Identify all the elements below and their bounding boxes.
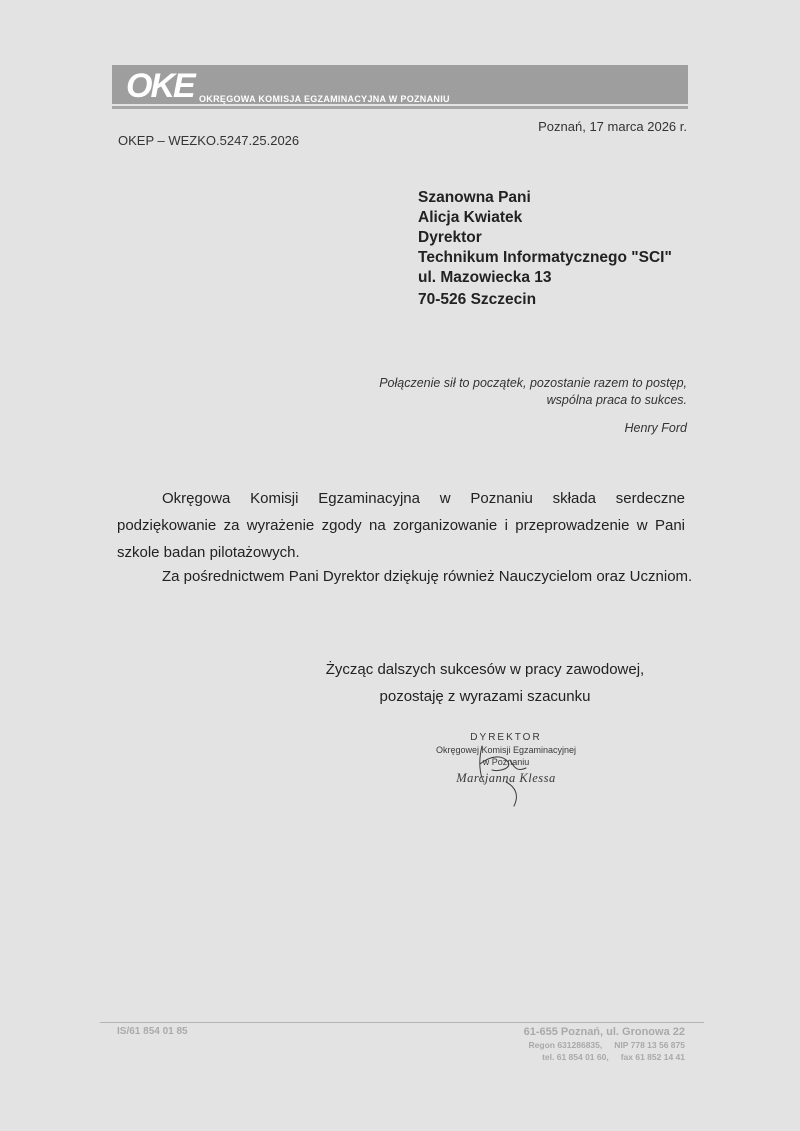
closing-line: pozostaję z wyrazami szacunku <box>379 688 591 705</box>
footer-address: 61-655 Poznań, ul. Gronowa 22 <box>523 1026 685 1038</box>
reference-number: OKEP – WEZKO.5247.25.2026 <box>118 133 300 148</box>
closing-line: Życząc dalszych sukcesów w pracy zawodowej, <box>325 661 645 678</box>
recipient-school: Technikum Informatycznego "SCI" <box>418 249 672 266</box>
footer-tel: tel. 61 854 01 60, <box>542 1052 609 1062</box>
footer-registry <box>524 1039 685 1051</box>
footer-code: IS/61 854 01 85 <box>117 1026 188 1037</box>
recipient-city: 70-526 Szczecin <box>418 291 537 308</box>
footer-rule <box>100 1022 704 1023</box>
recipient-name: Alicja Kwiatek <box>418 209 523 226</box>
letter-date: Poznań, 17 marca 2026 r. <box>538 119 687 134</box>
footer-regon: Regon 631286835, <box>528 1040 603 1050</box>
footer-phones <box>524 1051 685 1063</box>
header-rule <box>112 106 688 109</box>
stamp-org: w Poznaniu <box>482 757 530 767</box>
institution-name: OKRĘGOWA KOMISJA EGZAMINACYJNA W POZNANIU <box>199 94 450 104</box>
footer-nip: NIP 778 13 56 875 <box>614 1040 685 1050</box>
body-paragraph: Za pośrednictwem Pani Dyrektor dziękuję również Nauczycielom oraz Uczniom. <box>162 568 693 585</box>
recipient-address <box>418 188 672 310</box>
recipient-salutation: Szanowna Pani <box>418 189 531 206</box>
quote-line: Połączenie sił to początek, pozostanie razem to postęp, <box>379 376 687 390</box>
handwritten-signature <box>470 742 540 808</box>
epigraph-quote <box>379 375 687 409</box>
footer-contact <box>524 1025 685 1063</box>
stamp-signer: Marcjanna Klessa <box>456 771 556 785</box>
stamp-org: Okręgowej Komisji Egzaminacyjnej <box>435 745 577 755</box>
stamp-title: DYREKTOR <box>470 732 542 743</box>
footer-fax: fax 61 852 14 41 <box>620 1052 685 1062</box>
quote-line: wspólna praca to sukces. <box>546 393 687 407</box>
recipient-street: ul. Mazowiecka 13 <box>418 269 552 286</box>
oke-logo: OKE <box>126 67 194 105</box>
recipient-position: Dyrektor <box>418 229 482 246</box>
body-paragraph: Okręgowa Komisji Egzaminacyjna w Poznaniu składa serdeczne podziękowanie za wyrażenie zgody na zorganizowanie i przeprowadzenie w Pani szkole badan pilotażowych. <box>117 490 685 561</box>
quote-author: Henry Ford <box>624 421 687 435</box>
closing-remarks <box>300 656 670 710</box>
